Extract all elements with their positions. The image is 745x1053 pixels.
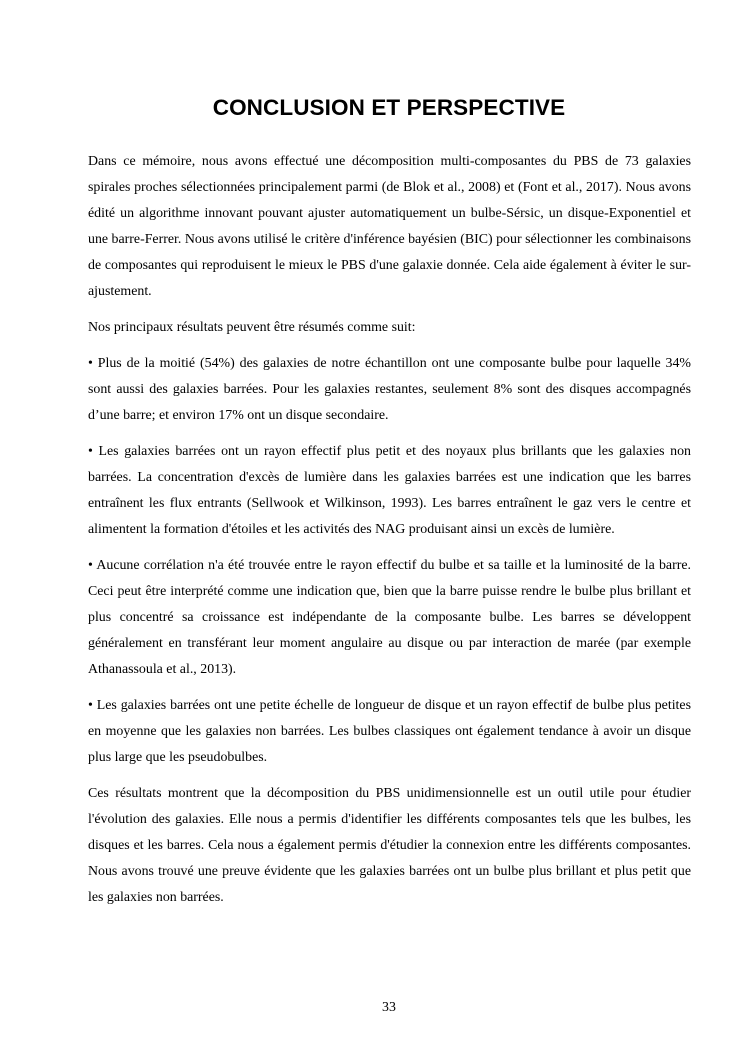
paragraph-results-heading: Nos principaux résultats peuvent être résumés comme suit:	[88, 320, 416, 335]
bullet-bulge-fraction: • Plus de la moitié (54%) des galaxies de notre échantillon ont une composante bulbe pour laquelle 34% sont aussi des galaxies barrées. Pour les galaxies restantes, seulement 8% sont des disques accompagnés d’une barre; et environ 17% ont un disque secondaire.	[88, 356, 691, 423]
document-body	[88, 149, 691, 921]
bullet-barred-nuclei: • Les galaxies barrées ont un rayon effectif plus petit et des noyaux plus brillants que les galaxies non barrées. La concentration d'excès de lumière dans les galaxies barrées est une indication que les barres entraînent les flux entrants (Sellwook et Wilkinson, 1993). Les barres entraînent le gaz vers le centre et alimentent la formation d'étoiles et les activités des NAG produisant ainsi un excès de lumière.	[88, 444, 691, 537]
page-title: CONCLUSION ET PERSPECTIVE	[212, 95, 566, 120]
paragraph-conclusion: Ces résultats montrent que la décomposition du PBS unidimensionnelle est un outil utile pour étudier l'évolution des galaxies. Elle nous a permis d'identifier les différents composantes tels que les bulbes, les disques et les barres. Cela nous a également permis d'étudier la connexion entre les différents composantes. Nous avons trouvé une preuve évidente que les galaxies barrées ont un bulbe plus brillant et plus petit que les galaxies non barrées.	[88, 786, 691, 905]
bullet-disk-scale: • Les galaxies barrées ont une petite échelle de longueur de disque et un rayon effectif de bulbe plus petites en moyenne que les galaxies non barrées. Les bulbes classiques ont également tendance à avoir un disque plus large que les pseudobulbes.	[88, 698, 691, 765]
paragraph-intro: Dans ce mémoire, nous avons effectué une décomposition multi-composantes du PBS de 73 galaxies spirales proches sélectionnées principalement parmi (de Blok et al., 2008) et (Font et al., 2017). Nous avons édité un algorithme innovant pouvant ajuster automatiquement un bulbe-Sérsic, un disque-Exponentiel et une barre-Ferrer. Nous avons utilisé le critère d'inférence bayésien (BIC) pour sélectionner les combinaisons de composantes qui reproduisent le mieux le PBS d'une galaxie donnée. Cela aide également à éviter le sur-ajustement.	[88, 154, 691, 299]
page-number: 33	[382, 1000, 396, 1015]
bullet-no-correlation: • Aucune corrélation n'a été trouvée entre le rayon effectif du bulbe et sa taille et la luminosité de la barre. Ceci peut être interprété comme une indication que, bien que la barre puisse rendre le bulbe plus brillant et plus concentré sa croissance est indépendante de la composante bulbe. Les barres se développent généralement en transférant leur moment angulaire au disque ou par interaction de marée (par exemple Athanassoula et al., 2013).	[88, 558, 691, 677]
